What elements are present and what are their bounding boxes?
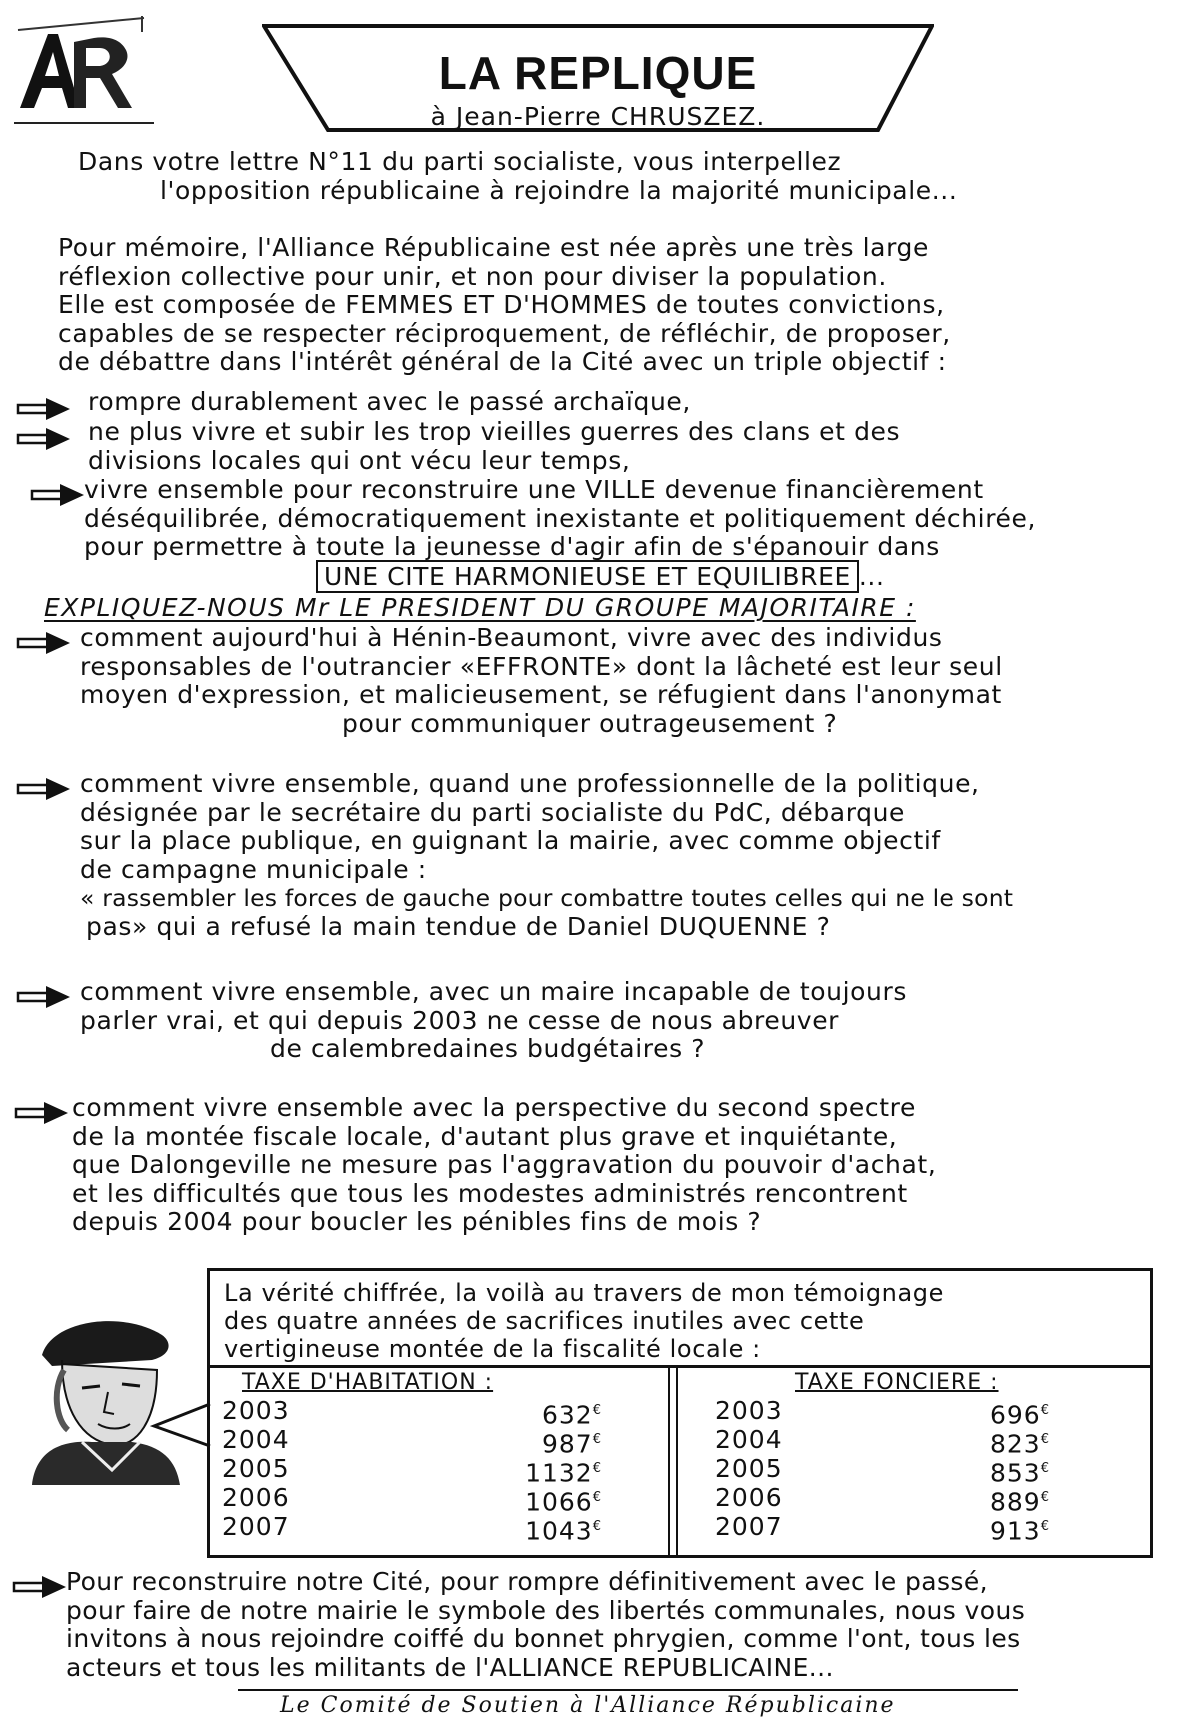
memoire-line: réflexion collective pour unir, et non pour diviser la population.	[58, 261, 887, 291]
closing-line: invitons à nous rejoindre coiffé du bonnet phrygien, comme l'ont, tous les	[66, 1624, 1021, 1653]
question-line: de campagne municipale :	[80, 854, 427, 884]
table-row: 2005 853€	[715, 1454, 1050, 1488]
cite-ellipsis: ...	[858, 562, 885, 591]
tax-intro-line: La vérité chiffrée, la voilà au travers de mon témoignage	[224, 1279, 944, 1307]
intro-line: Dans votre lettre N°11 du parti socialiste, vous interpellez	[78, 147, 842, 176]
table-row: 2003 632€	[222, 1396, 602, 1430]
arrow-bullet-icon	[14, 1100, 70, 1126]
logo-underline	[14, 122, 154, 124]
question-line: comment vivre ensemble avec la perspective du second spectre	[72, 1093, 916, 1122]
tax-tables	[210, 1365, 1150, 1555]
question-item	[80, 978, 907, 1064]
question-line: et les difficultés que tous les modestes administrés rencontrent	[72, 1178, 908, 1208]
question-item	[72, 1094, 936, 1237]
question-line: pour communiquer outrageusement ?	[342, 708, 838, 738]
objective-line: ne plus vivre et subir les trop vieilles guerres des clans et des	[88, 417, 901, 446]
memoire-paragraph	[58, 234, 951, 377]
question-line: comment aujourd'hui à Hénin-Beaumont, vivre avec des individus	[80, 623, 943, 652]
table-row: 2005 1132€	[222, 1454, 602, 1488]
intro-paragraph	[78, 148, 957, 205]
objective-line: rompre durablement avec le passé archaïque,	[88, 387, 691, 416]
question-line: responsables de l'outrancier «EFFRONTE» dont la lâcheté est leur seul	[80, 651, 1003, 681]
arrow-bullet-icon	[16, 630, 72, 656]
table-row: 2006 1066€	[222, 1483, 602, 1517]
tax-intro-line: des quatre années de sacrifices inutiles avec cette	[224, 1307, 865, 1335]
logo-icon	[14, 12, 154, 120]
question-item	[80, 770, 1013, 941]
memoire-line: de débattre dans l'intérêt général de la Cité avec un triple objectif :	[58, 347, 947, 376]
arrow-bullet-icon	[16, 426, 72, 452]
tax-divider	[668, 1368, 678, 1555]
taxe-fonciere-table	[685, 1370, 1140, 1546]
closing-paragraph	[66, 1568, 1025, 1682]
objective-item	[88, 388, 691, 417]
table-row: 2007 1043€	[222, 1512, 602, 1546]
signature: Le Comité de Soutien à l'Alliance Républicaine	[280, 1693, 896, 1718]
table-row: 2007 913€	[715, 1512, 1050, 1546]
question-line: « rassembler les forces de gauche pour combattre toutes celles qui ne le sont	[80, 884, 1014, 912]
tax-intro	[224, 1279, 944, 1363]
arrow-bullet-icon	[16, 984, 72, 1010]
explain-heading: EXPLIQUEZ-NOUS Mr LE PRESIDENT DU GROUPE MAJORITAIRE :	[44, 593, 916, 622]
arrow-bullet-icon	[16, 396, 72, 422]
objective-line: pour permettre à toute la jeunesse d'agir afin de s'épanouir dans	[84, 532, 940, 561]
closing-line: Pour reconstruire notre Cité, pour rompre définitivement avec le passé,	[66, 1567, 988, 1596]
page-title: LA REPLIQUE	[438, 47, 758, 99]
cite-boxed-text: UNE CITE HARMONIEUSE ET EQUILIBREE	[316, 560, 859, 593]
objective-line: divisions locales qui ont vécu leur temps,	[88, 445, 631, 475]
question-line: que Dalongeville ne mesure pas l'aggravation du pouvoir d'achat,	[72, 1150, 937, 1179]
question-line: désignée par le secrétaire du parti socialiste du PdC, débarque	[80, 797, 906, 827]
tax-intro-line: vertigineuse montée de la fiscalité locale :	[224, 1335, 761, 1363]
question-line: moyen d'expression, et malicieusement, se réfugient dans l'anonymat	[80, 680, 1002, 709]
signature-rule	[238, 1689, 1018, 1691]
question-line: sur la place publique, en guignant la mairie, avec comme objectif	[80, 826, 941, 855]
man-with-cap-icon	[22, 1300, 182, 1485]
question-line: parler vrai, et qui depuis 2003 ne cesse de nous abreuver	[80, 1005, 840, 1035]
question-line: de calembredaines budgétaires ?	[270, 1034, 706, 1063]
cite-line	[316, 563, 885, 592]
table-row: 2006 889€	[715, 1483, 1050, 1517]
objective-line: déséquilibrée, démocratiquement inexistante et politiquement déchirée,	[84, 503, 1037, 533]
portrait-illustration	[22, 1300, 182, 1485]
title-banner	[262, 22, 934, 134]
page-subtitle: à Jean-Pierre CHRUSZEZ.	[430, 102, 766, 131]
closing-line: acteurs et tous les militants de l'ALLIANCE REPUBLICAINE...	[66, 1652, 834, 1682]
objective-line: vivre ensemble pour reconstruire une VILLE devenue financièrement	[84, 475, 984, 504]
arrow-bullet-icon	[12, 1574, 68, 1600]
alliance-republicaine-logo	[14, 12, 154, 120]
table-header: TAXE FONCIERE :	[795, 1370, 999, 1395]
memoire-line: capables de se respecter réciproquement, de réfléchir, de proposer,	[58, 318, 951, 348]
table-header: TAXE D'HABITATION :	[242, 1370, 494, 1395]
arrow-bullet-icon	[16, 776, 72, 802]
question-line: depuis 2004 pour boucler les pénibles fins de mois ?	[72, 1207, 762, 1236]
table-row: 2004 987€	[222, 1425, 602, 1459]
question-item	[80, 624, 1003, 738]
tax-box	[207, 1268, 1153, 1558]
memoire-line: Elle est composée de FEMMES ET D'HOMMES de toutes convictions,	[58, 290, 945, 319]
closing-line: pour faire de notre mairie le symbole des libertés communales, nous vous	[66, 1595, 1026, 1625]
objective-item	[84, 476, 1036, 562]
table-row: 2003 696€	[715, 1396, 1050, 1430]
question-line: comment vivre ensemble, quand une professionnelle de la politique,	[80, 769, 980, 798]
objective-item	[88, 418, 900, 475]
question-line: pas» qui a refusé la main tendue de Daniel DUQUENNE ?	[86, 911, 831, 941]
speech-pointer-icon	[150, 1400, 212, 1450]
question-line: de la montée fiscale locale, d'autant plus grave et inquiétante,	[72, 1121, 898, 1151]
question-line: comment vivre ensemble, avec un maire incapable de toujours	[80, 977, 908, 1006]
intro-line: l'opposition républicaine à rejoindre la majorité municipale...	[160, 175, 958, 205]
arrow-bullet-icon	[30, 482, 86, 508]
memoire-line: Pour mémoire, l'Alliance Républicaine est née après une très large	[58, 233, 929, 262]
table-row: 2004 823€	[715, 1425, 1050, 1459]
taxe-habitation-table	[222, 1370, 662, 1546]
